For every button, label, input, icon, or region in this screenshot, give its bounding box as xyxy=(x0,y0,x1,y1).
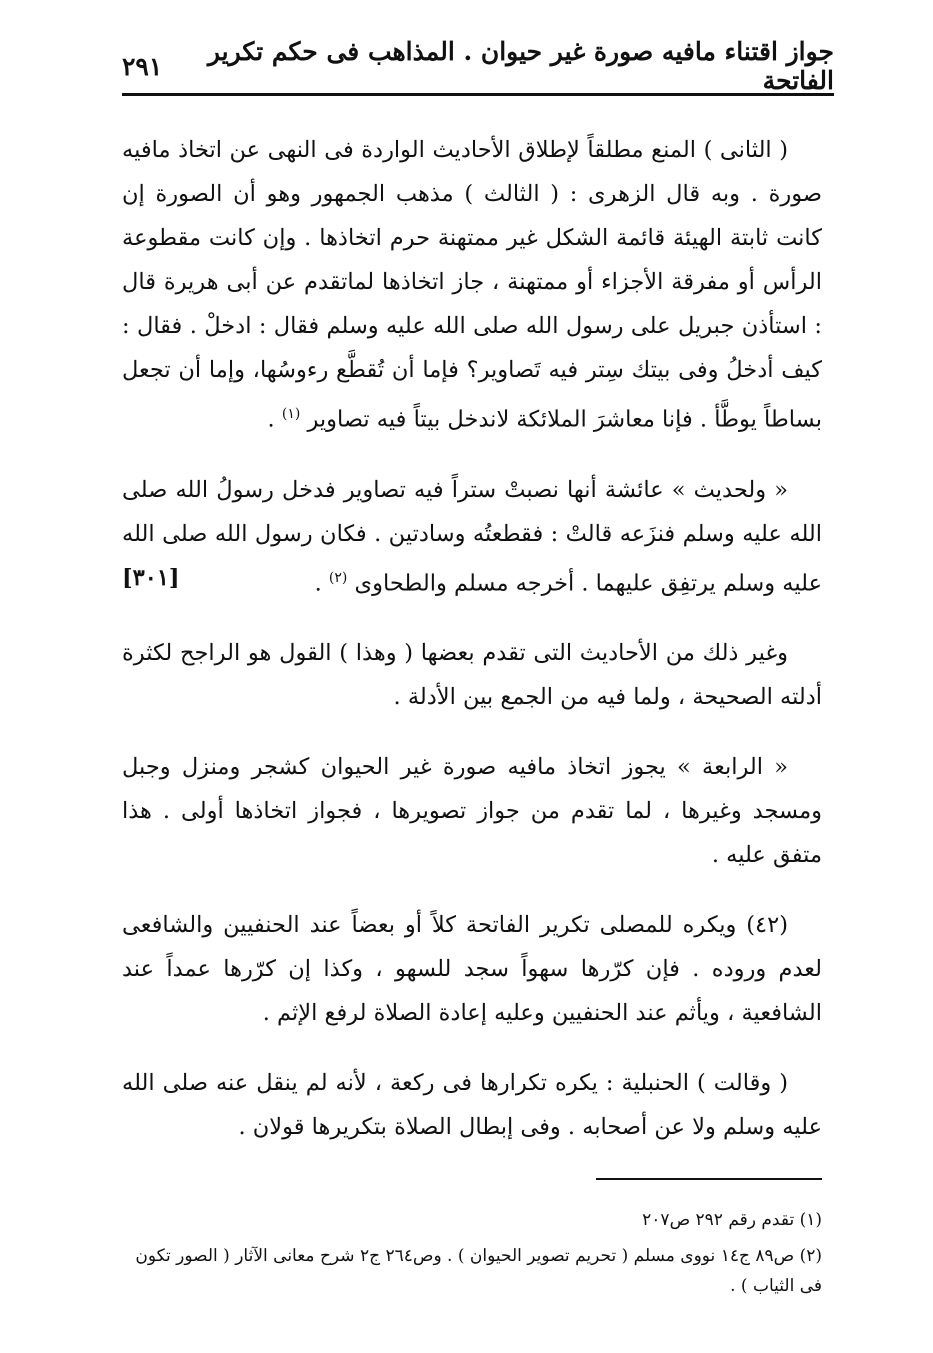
paragraph-1-end: . xyxy=(267,406,275,433)
paragraph-2-text: « ولحديث » عائشة أنها نصبتْ ستراً فيه تصاوير فدخل رسولُ الله صلى الله عليه وسلم فنزَعه قالتْ : فقطعتُه وسادتين . فكان رسول الله صلى الله عليه وسلم يرتفِق عليهما . أخرجه مسلم والطحاوى xyxy=(122,476,822,596)
page-number: ٢٩١ xyxy=(122,51,163,81)
paragraph-2 xyxy=(122,468,822,606)
paragraph-2-end: . xyxy=(314,570,322,596)
hadith-number: [٣٠١] xyxy=(122,564,180,591)
paragraph-3: وغير ذلك من الأحاديث التى تقدم بعضها ( وهذا ) القول هو الراجح لكثرة أدلته الصحيحة ، ولما فيه من الجمع بين الأدلة . xyxy=(122,640,822,710)
paragraph-5: (٤٢) ويكره للمصلى تكرير الفاتحة كلاً أو بعضاً عند الحنفيين والشافعى لعدم وروده . فإن كرّرها سهواً سجد للسهو ، وكذا إن كرّرها عمداً عند الشافعية ، ويأثم عند الحنفيين وعليه إعادة الصلاة لرفع الإثم . xyxy=(122,912,822,1026)
footnote-1: (١) تقدم رقم ٢٩٢ ص٢٠٧ xyxy=(642,1210,822,1230)
footnote-ref-2: (٢) xyxy=(328,569,348,586)
paragraph-1-text: ( الثانى ) المنع مطلقاً لإطلاق الأحاديث الواردة فى النهى عن اتخاذ مافيه صورة . وبه قال الزهرى : ( الثالث ) مذهب الجمهور وهو أن الصورة إن كانت ثابتة الهيئة قائمة الشكل غير ممتهنة حرم اتخاذها . وإن كانت مقطوعة الرأس أو مفرقة الأجزاء أو ممتهنة ، جاز اتخاذها لماتقدم عن أبى هريرة قال : استأذن جبريل على رسول الله صلى الله عليه وسلم فقال : ادخلْ . فقال : كيف أدخلُ وفى بيتك سِتر فيه تَصاوير؟ فإما أن تُقطَّع رءوسُها، وإما أن تجعل بساطاً يوطَّأ . فإنا معاشرَ الملائكة لاندخل بيتاً فيه تصاوير xyxy=(122,137,822,433)
paragraph-6: ( وقالت ) الحنبلية : يكره تكرارها فى ركعة ، لأنه لم ينقل عنه صلى الله عليه وسلم ولا عن أصحابه . وفى إبطال الصلاة بتكريرها قولان . xyxy=(122,1070,822,1140)
header-title: جواز اقتناء مافيه صورة غير حيوان . المذاهب فى حكم تكرير الفاتحة xyxy=(207,37,834,95)
running-header xyxy=(122,37,834,95)
footnotes xyxy=(122,1205,822,1307)
main-text xyxy=(122,128,822,1175)
paragraph-1 xyxy=(122,128,822,442)
footnote-ref-1: (١) xyxy=(281,406,301,422)
paragraph-4: « الرابعة » يجوز اتخاذ مافيه صورة غير الحيوان كشجر ومنزل وجبل ومسجد وغيرها ، لما تقدم من جواز تصويرها ، فجواز اتخاذها أولى . هذا متفق عليه . xyxy=(122,754,822,868)
footnote-2: (٢) ص٨٩ ج١٤ نووى مسلم ( تحريم تصوير الحيوان ) . وص٢٦٤ ج٢ شرح معانى الآثار ( الصور تكون فى الثياب ) . xyxy=(135,1246,822,1296)
header-rule xyxy=(122,93,834,96)
footnote-rule xyxy=(596,1178,822,1180)
